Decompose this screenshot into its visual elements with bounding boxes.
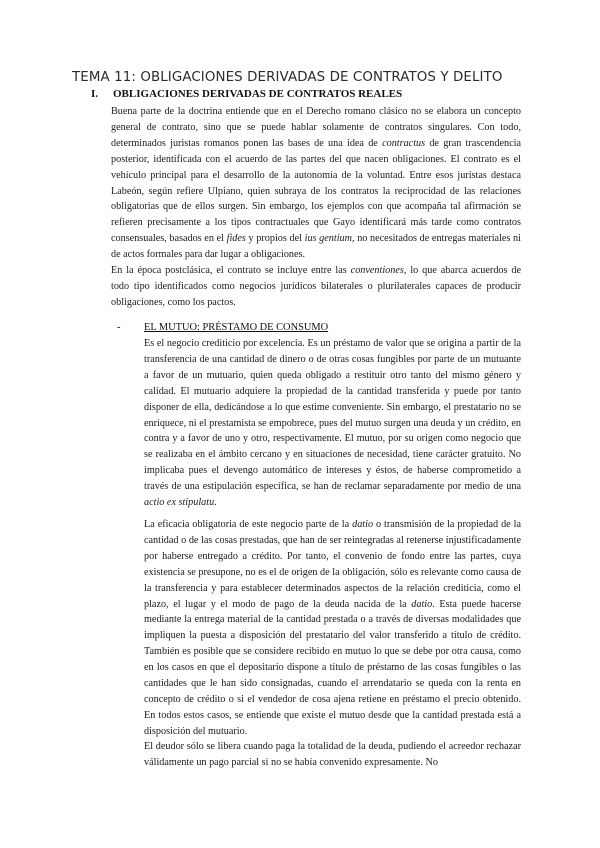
paragraph-mutuo-deudor (144, 739, 521, 771)
italic-term: datio (411, 598, 433, 610)
italic-term: ius gentium (304, 233, 352, 245)
bullet-dash: - (117, 322, 121, 333)
section-number: I. (91, 88, 99, 100)
subsection-heading (117, 322, 328, 333)
section-heading (91, 88, 402, 100)
text-run: y propios del (245, 233, 305, 245)
text-run: En la época postclásica, el contrato se incluye entre las (111, 265, 351, 277)
text-run: , no necesitados de entregas materiales ni de actos formales para dar lugar a obligaciones. (111, 233, 521, 261)
italic-term: contractus (382, 137, 426, 149)
italic-term: actio ex stipulatu (144, 497, 215, 509)
text-run: de gran trascendencia posterior, identificada con el acuerdo de las partes del que nacen obligaciones. El contrato es el vehículo principal para el desarrollo de la autonomía de la voluntad. Entre esos juristas destaca Labeón, según refiere Ulpiano, quien subraya de los contratos la reciprocidad de las relaciones obligatorias que de ellos surgen. Sin embargo, los ejemplos con que acompaña tal afirmación se refieren precisamente a los tipos contractuales que Gayo identificará más tarde como contratos consensuales, basados en el (111, 137, 521, 245)
text-run: , lo que abarca acuerdos de todo tipo identificados como negocios jurídicos bilaterales o plurilaterales capaces de producir obligaciones, como los pactos. (111, 265, 521, 308)
text-run: Es el negocio crediticio por excelencia. Es un préstamo de valor que se origina a partir de la transferencia de una cantidad de dinero o de otras cosas fungibles por parte de un mutuante a favor de un mutuario, quien queda obligado a restituir otro tanto del mismo género y calidad. El mutuario adquiere la propiedad de la cantidad transferida y puede por tanto disponer de ella, dedicándose a lo que estime conveniente. Sin embargo, el prestatario no se enriquece, ni el prestamista se empobrece, pues del mutuo surgen una deuda y un crédito, en contra y a favor de uno y otro, respectivamente. El mutuo, por su origen como negocio que se realizaba en el ámbito cercano y en situaciones de necesidad, tiene carácter gratuito. No implicaba pues el devengo automático de intereses y éstos, de haberse comprometido a través de una estipulación específica, se han de reclamar separadamente por medio de una (144, 338, 521, 493)
text-run: . Esta puede hacerse mediante la entrega material de la cantidad prestada o a través de diversas modalidades que impliquen la puesta a disposición del prestatario del valor transferido a título de crédito. También es posible que se considere recibido en mutuo lo que se debe por otra causa, como en los casos en que el depositario dispone a título de préstamo de las cosas fungibles o las cantidades que le han sido consignadas, cuando el arrendatario se queda con la renta en concepto de crédito o si el vendedor de cosa ajena retiene en préstamo el precio obtenido. En todos estos casos, se entiende que existe el mutuo desde que la cantidad prestada está a disposición del mutuario. (144, 598, 521, 737)
page-title: TEMA 11: OBLIGACIONES DERIVADAS DE CONTRATOS Y DELITO (72, 70, 503, 85)
text-run: La eficacia obligatoria de este negocio parte de la (144, 519, 353, 530)
text-run: Buena parte de la doctrina entiende que en el Derecho romano clásico no se elabora un concepto general de contrato, sino que se puede hablar solamente de contratos singulares. Con todo, determinados juristas romanos ponen las bases de una idea de (111, 106, 521, 149)
italic-term: datio (352, 519, 374, 530)
text-run: . (214, 497, 217, 509)
text-run: o transmisión de la propiedad de la cantidad o de las cosas prestadas, que han de ser reintegradas al retenerse injustificadamente por haberse entregado a crédito. Por tanto, el convenio de fondo entre las partes, cuya existencia se presupone, no es el de origen de la obligación, sólo es relevante como causa de la transferencia y para establecer determinados aspectos de la relación crediticia, como el plazo, el lugar y el modo de pago de la deuda nacida de la (144, 519, 521, 610)
italic-term: conventiones (350, 265, 404, 277)
section-title: OBLIGACIONES DERIVADAS DE CONTRATOS REALES (113, 88, 403, 100)
subsection-title: EL MUTUO: PRÉSTAMO DE CONSUMO (144, 322, 329, 333)
paragraph-mutuo-definition (144, 336, 521, 511)
paragraph-mutuo-eficacia (144, 517, 521, 740)
italic-term: fides (226, 233, 246, 245)
text-run: El deudor sólo se libera cuando paga la totalidad de la deuda, pudiendo el acreedor rechazar válidamente un pago parcial si no se había convenido expresamente. No (144, 741, 521, 768)
paragraph-intro (111, 104, 521, 311)
